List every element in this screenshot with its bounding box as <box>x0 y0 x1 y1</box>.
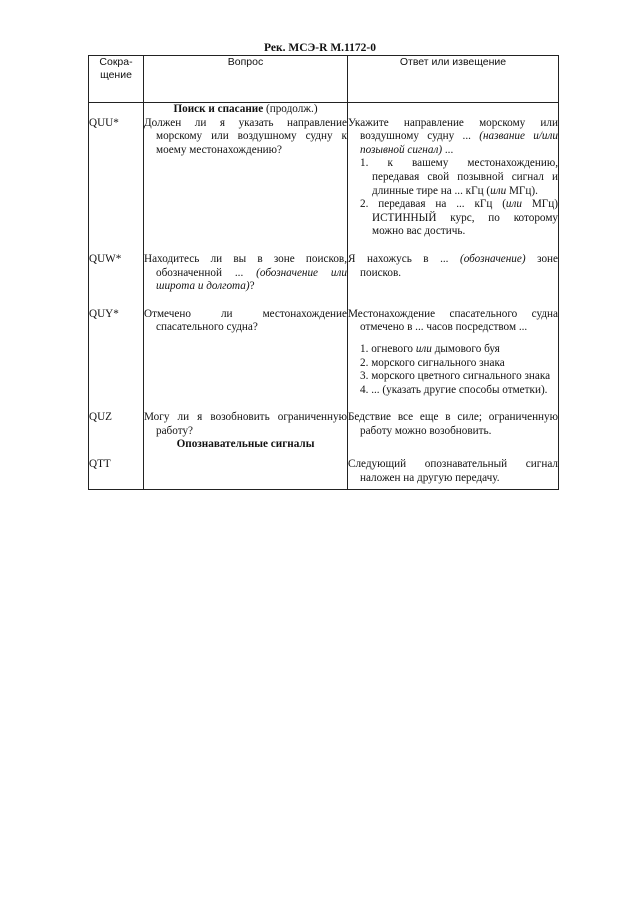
section-title: Опознавательные сигналы <box>144 438 348 452</box>
answer-cell <box>348 117 559 239</box>
abbr-cell: QTT <box>89 452 144 490</box>
q-code-table <box>88 55 559 490</box>
list-item: 1. огневого или дымового буя <box>360 342 500 355</box>
question-text: Находитесь ли вы в зоне поисков, обозначенной ... (обозначение или широта и долгота)? <box>144 252 347 293</box>
question-text: Отмечено ли местонахождение спасательного судна? <box>144 307 347 334</box>
list-item: 2. морского сигнального знака <box>360 356 505 369</box>
section-row-search-rescue <box>89 103 559 117</box>
question-text: Должен ли я указать направление морскому или воздушному судну к моему местонахождению? <box>144 116 347 156</box>
section-title <box>144 103 348 117</box>
table-row <box>89 308 559 398</box>
answer-text: Местонахождение спасательного судна отмечено в ... часов посредством ... <box>348 307 558 334</box>
answer-text: Укажите направление морскому или воздушному судну ... (название и/или позывной сигнал) ... <box>348 116 558 156</box>
column-header-question: Вопрос <box>144 56 348 103</box>
list-item: 2. передавая на ... кГц (или МГц) ИСТИННЫЙ курс, по которому можно вас достичь. <box>360 198 558 238</box>
answer-text: Бедствие все еще в силе; ограниченную работу можно возобновить. <box>348 411 558 437</box>
section-title-text: Поиск и спасание <box>173 103 264 115</box>
table-header-row <box>89 56 559 103</box>
answer-text: Я нахожусь в ... (обозначение) зоне поисков. <box>348 252 558 279</box>
abbr-cell: QUY* <box>89 308 144 398</box>
list-item: 4. ... (указать другие способы отметки). <box>360 383 548 396</box>
table-row <box>89 117 559 239</box>
table-row <box>89 253 559 294</box>
section-row-identification <box>89 438 559 452</box>
table-row <box>89 411 559 438</box>
page-header: Рек. МСЭ-R M.1172-0 <box>264 42 376 54</box>
table-row <box>89 452 559 490</box>
question-text: Могу ли я возобновить ограниченную работу? <box>144 411 347 437</box>
list-item: 3. морского цветного сигнального знака <box>360 370 551 383</box>
answer-text: Следующий опознавательный сигнал наложен на другую передачу. <box>348 458 558 484</box>
abbr-cell: QUW* <box>89 253 144 294</box>
column-header-abbreviation: Сокра- щение <box>89 56 144 103</box>
section-title-suffix: (продолж.) <box>266 103 318 115</box>
abbr-cell: QUU* <box>89 117 144 239</box>
answer-cell <box>348 308 559 398</box>
column-header-answer: Ответ или извещение <box>348 56 559 103</box>
abbr-cell: QUZ <box>89 411 144 438</box>
list-item: 1. к вашему местонахождению, передавая свой позывной сигнал и длинные тире на ... кГц (или МГц). <box>360 157 558 197</box>
